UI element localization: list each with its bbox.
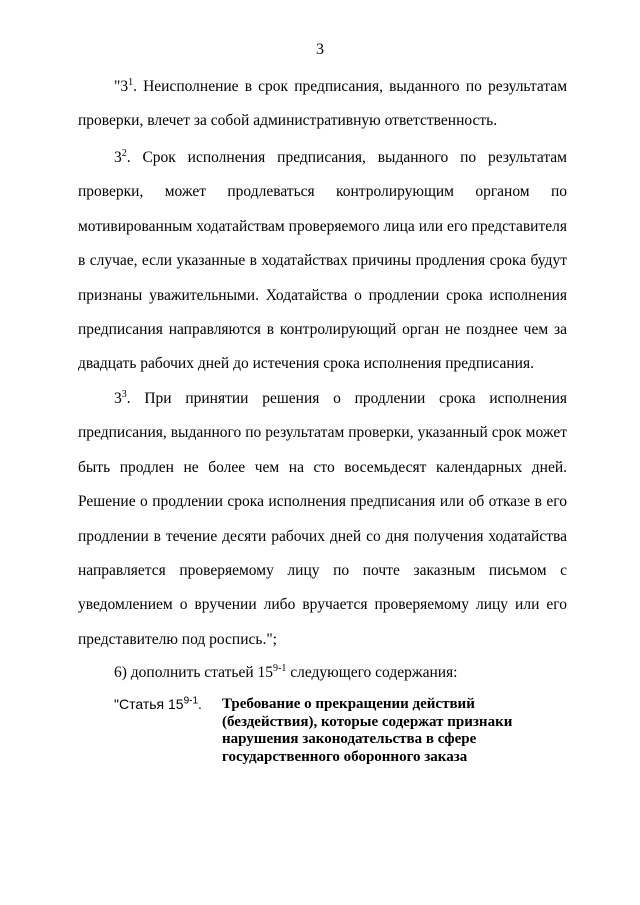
- page-number: 3: [316, 41, 324, 58]
- paragraph-6-text-before: 6) дополнить статьей 15: [114, 664, 274, 681]
- article-label: [114, 696, 202, 714]
- paragraph-3-2-text: . Срок исполнения предписания, выданного по результатам проверки, может продлеваться контролирующим органом по мотивированным ходатайствам проверяемого лица или его представителя в случае, если указанные в ходатайствах причины продления срока будут признаны уважительными. Ходатайства о продлении срока исполнения предписания направляются в контролирующий орган не позднее чем за двадцать рабочих дней до истечения срока исполнения предписания.: [78, 149, 567, 373]
- article-title-line: нарушения законодательства в сфере: [222, 731, 477, 747]
- paragraph-3-3-superscript: 3: [121, 388, 127, 400]
- paragraph-3-1-number: "3: [114, 78, 129, 95]
- paragraph-3-1-superscript: 1: [128, 76, 134, 88]
- paragraph-3-1: [78, 70, 567, 139]
- article-title-line: Требование о прекращении действий: [222, 696, 475, 712]
- article-title-line: (бездействия), которые содержат признаки: [222, 713, 513, 730]
- paragraph-3-2-superscript: 2: [121, 147, 127, 159]
- paragraph-6-superscript: 9-1: [273, 662, 287, 674]
- article-label-superscript: 9-1: [183, 695, 199, 707]
- paragraph-3-3: [78, 382, 567, 657]
- paragraph-3-1-text: . Неисполнение в срок предписания, выданного по результатам проверки, влечет за собой административную ответственность.: [78, 78, 567, 130]
- paragraph-6: [78, 656, 567, 690]
- paragraph-3-2: [78, 141, 567, 382]
- paragraph-3-2-number: 3: [114, 149, 122, 166]
- article-title-line: государственного оборонного заказа: [222, 748, 468, 765]
- article-label-period: .: [198, 696, 202, 712]
- article-label-text: "Статья 15: [114, 696, 184, 712]
- paragraph-6-text-after: следующего содержания:: [286, 664, 458, 681]
- paragraph-3-3-number: 3: [114, 390, 122, 407]
- article-title: [222, 696, 562, 766]
- paragraph-3-3-text: . При принятии решения о продлении срока исполнения предписания, выданного по результатам проверки, указанный срок может быть продлен не более чем на сто восемьдесят календарных дней. Решение о продлении срока исполнения предписания или об отказе в его продлении в течение десяти рабочих дней со дня получения ходатайства направляется проверяемому лицу по почте заказным письмом с уведомлением о вручении либо вручается проверяемому лицу или его представителю под роспись.";: [78, 390, 567, 648]
